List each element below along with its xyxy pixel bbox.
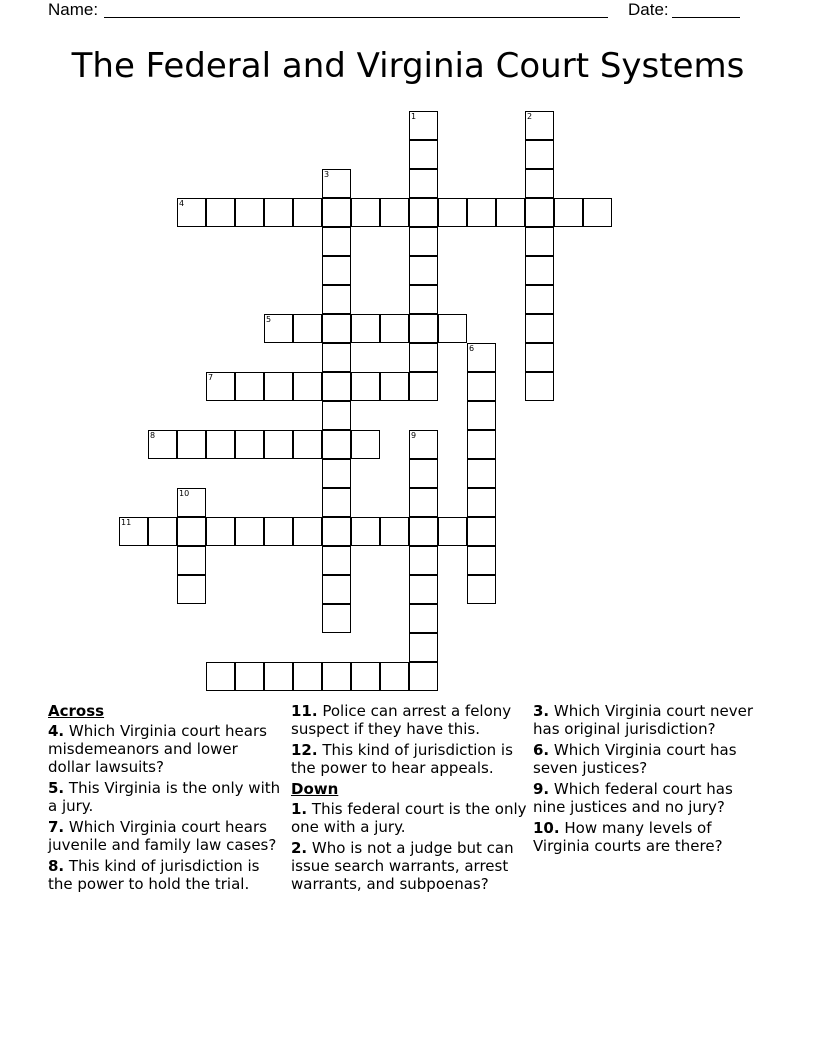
cell-number: 6	[469, 344, 475, 353]
grid-cell[interactable]	[322, 546, 351, 575]
cell-number: 3	[324, 170, 330, 179]
grid-cell[interactable]	[438, 198, 467, 227]
grid-cell[interactable]	[525, 314, 554, 343]
grid-cell[interactable]	[148, 430, 177, 459]
clue-across-12	[291, 741, 527, 777]
clue-text: Which federal court has nine justices and no jury?	[533, 780, 733, 816]
cell-number: 7	[208, 373, 214, 382]
grid-cell[interactable]	[322, 169, 351, 198]
clue-across-8	[48, 857, 284, 893]
grid-cell[interactable]	[264, 372, 293, 401]
grid-cell[interactable]	[322, 285, 351, 314]
cell-number: 4	[179, 199, 185, 208]
grid-cell[interactable]	[351, 198, 380, 227]
grid-cell[interactable]	[351, 517, 380, 546]
clue-text: This kind of jurisdiction is the power to hold the trial.	[48, 857, 260, 893]
grid-cell[interactable]	[322, 430, 351, 459]
grid-cell[interactable]	[206, 662, 235, 691]
grid-cell[interactable]	[467, 372, 496, 401]
grid-cell[interactable]	[525, 111, 554, 140]
clue-across-4	[48, 722, 284, 776]
clue-number: 2.	[291, 839, 308, 857]
clue-down-10	[533, 819, 769, 855]
clue-down-2	[291, 839, 527, 893]
grid-cell[interactable]	[322, 198, 351, 227]
grid-cell[interactable]	[554, 198, 583, 227]
grid-cell[interactable]	[293, 314, 322, 343]
grid-cell[interactable]	[467, 343, 496, 372]
grid-cell[interactable]	[264, 662, 293, 691]
grid-cell[interactable]	[322, 227, 351, 256]
grid-cell[interactable]	[380, 662, 409, 691]
grid-cell[interactable]	[264, 198, 293, 227]
grid-cell[interactable]	[380, 198, 409, 227]
grid-cell[interactable]	[467, 430, 496, 459]
grid-cell[interactable]	[322, 517, 351, 546]
grid-cell[interactable]	[380, 372, 409, 401]
clue-text: Which Virginia court hears juvenile and family law cases?	[48, 818, 277, 854]
grid-cell[interactable]	[177, 546, 206, 575]
grid-cell[interactable]	[293, 662, 322, 691]
grid-cell[interactable]	[525, 169, 554, 198]
grid-cell[interactable]	[438, 314, 467, 343]
grid-cell[interactable]	[467, 401, 496, 430]
grid-cell[interactable]	[206, 372, 235, 401]
grid-cell[interactable]	[409, 430, 438, 459]
clue-text: Which Virginia court never has original jurisdiction?	[533, 702, 754, 738]
grid-cell[interactable]	[351, 314, 380, 343]
grid-cell[interactable]	[583, 198, 612, 227]
grid-cell[interactable]	[351, 372, 380, 401]
clue-number: 8.	[48, 857, 65, 875]
clue-text: Which Virginia court hears misdemeanors and lower dollar lawsuits?	[48, 722, 267, 776]
grid-cell[interactable]	[409, 459, 438, 488]
grid-cell[interactable]	[496, 198, 525, 227]
clue-column-3	[533, 702, 769, 858]
grid-cell[interactable]	[409, 517, 438, 546]
grid-cell[interactable]	[525, 343, 554, 372]
grid-cell[interactable]	[351, 662, 380, 691]
clue-number: 1.	[291, 800, 308, 818]
grid-cell[interactable]	[467, 459, 496, 488]
clue-number: 3.	[533, 702, 550, 720]
grid-cell[interactable]	[409, 256, 438, 285]
cell-number: 11	[121, 518, 132, 527]
grid-cell[interactable]	[409, 343, 438, 372]
grid-cell[interactable]	[119, 517, 148, 546]
cell-number: 8	[150, 431, 156, 440]
grid-cell[interactable]	[467, 517, 496, 546]
clue-across-7	[48, 818, 284, 854]
down-heading: Down	[291, 780, 339, 798]
grid-cell[interactable]	[409, 227, 438, 256]
grid-cell[interactable]	[206, 198, 235, 227]
grid-cell[interactable]	[322, 372, 351, 401]
grid-cell[interactable]	[351, 430, 380, 459]
grid-cell[interactable]	[409, 198, 438, 227]
grid-cell[interactable]	[206, 430, 235, 459]
clue-number: 7.	[48, 818, 65, 836]
grid-cell[interactable]	[409, 575, 438, 604]
grid-cell[interactable]	[525, 227, 554, 256]
date-field-line[interactable]	[672, 17, 740, 18]
grid-cell[interactable]	[235, 198, 264, 227]
clue-text: This federal court is the only one with a jury.	[291, 800, 527, 836]
grid-cell[interactable]	[322, 459, 351, 488]
clue-text: Police can arrest a felony suspect if they have this.	[291, 702, 512, 738]
page-title: The Federal and Virginia Court Systems	[71, 46, 745, 86]
clue-column-2	[291, 702, 527, 896]
grid-cell[interactable]	[235, 372, 264, 401]
grid-cell[interactable]	[322, 662, 351, 691]
clue-number: 9.	[533, 780, 550, 798]
clue-down-9	[533, 780, 769, 816]
clue-number: 6.	[533, 741, 550, 759]
grid-cell[interactable]	[177, 198, 206, 227]
grid-cell[interactable]	[177, 488, 206, 517]
grid-cell[interactable]	[322, 575, 351, 604]
grid-cell[interactable]	[235, 662, 264, 691]
clue-down-1	[291, 800, 527, 836]
grid-cell[interactable]	[322, 343, 351, 372]
clue-number: 10.	[533, 819, 560, 837]
cell-number: 10	[179, 489, 190, 498]
grid-cell[interactable]	[293, 517, 322, 546]
grid-cell[interactable]	[467, 198, 496, 227]
grid-cell[interactable]	[525, 372, 554, 401]
grid-cell[interactable]	[177, 430, 206, 459]
grid-cell[interactable]	[264, 430, 293, 459]
grid-cell[interactable]	[409, 604, 438, 633]
grid-cell[interactable]	[409, 111, 438, 140]
clue-number: 11.	[291, 702, 318, 720]
grid-cell[interactable]	[206, 517, 235, 546]
date-label: Date:	[628, 0, 669, 19]
grid-cell[interactable]	[235, 517, 264, 546]
clue-down-3	[533, 702, 769, 738]
grid-cell[interactable]	[467, 488, 496, 517]
grid-cell[interactable]	[409, 169, 438, 198]
cell-number: 9	[411, 431, 417, 440]
clue-number: 4.	[48, 722, 65, 740]
clue-number: 5.	[48, 779, 65, 797]
clue-text: How many levels of Virginia courts are there?	[533, 819, 723, 855]
clue-column-1	[48, 702, 284, 896]
cell-number: 2	[527, 112, 533, 121]
clue-down-6	[533, 741, 769, 777]
across-heading: Across	[48, 702, 105, 720]
clue-number: 12.	[291, 741, 318, 759]
clue-text: This Virginia is the only with a jury.	[48, 779, 281, 815]
grid-cell[interactable]	[438, 517, 467, 546]
grid-cell[interactable]	[322, 401, 351, 430]
clue-across-5	[48, 779, 284, 815]
clue-text: This kind of jurisdiction is the power to hear appeals.	[291, 741, 513, 777]
grid-cell[interactable]	[409, 285, 438, 314]
grid-cell[interactable]	[409, 488, 438, 517]
name-field-line[interactable]	[104, 17, 608, 18]
grid-cell[interactable]	[322, 488, 351, 517]
grid-cell[interactable]	[293, 198, 322, 227]
clue-across-11	[291, 702, 527, 738]
grid-cell[interactable]	[177, 575, 206, 604]
grid-cell[interactable]	[235, 430, 264, 459]
grid-cell[interactable]	[525, 140, 554, 169]
cell-number: 1	[411, 112, 417, 121]
grid-cell[interactable]	[409, 633, 438, 662]
grid-cell[interactable]	[264, 517, 293, 546]
grid-cell[interactable]	[409, 546, 438, 575]
grid-cell[interactable]	[467, 575, 496, 604]
grid-cell[interactable]	[293, 430, 322, 459]
grid-cell[interactable]	[177, 517, 206, 546]
grid-cell[interactable]	[525, 285, 554, 314]
grid-cell[interactable]	[380, 517, 409, 546]
grid-cell[interactable]	[409, 314, 438, 343]
grid-cell[interactable]	[148, 517, 177, 546]
grid-cell[interactable]	[525, 256, 554, 285]
grid-cell[interactable]	[409, 140, 438, 169]
grid-cell[interactable]	[322, 314, 351, 343]
grid-cell[interactable]	[293, 372, 322, 401]
grid-cell[interactable]	[525, 198, 554, 227]
clue-text: Who is not a judge but can issue search warrants, arrest warrants, and subpoenas?	[291, 839, 514, 893]
name-label: Name:	[48, 0, 99, 19]
grid-cell[interactable]	[322, 604, 351, 633]
grid-cell[interactable]	[322, 256, 351, 285]
grid-cell[interactable]	[467, 546, 496, 575]
cell-number: 5	[266, 315, 272, 324]
grid-cell[interactable]	[264, 314, 293, 343]
grid-cell[interactable]	[409, 372, 438, 401]
grid-cell[interactable]	[409, 662, 438, 691]
grid-cell[interactable]	[380, 314, 409, 343]
clue-text: Which Virginia court has seven justices?	[533, 741, 737, 777]
